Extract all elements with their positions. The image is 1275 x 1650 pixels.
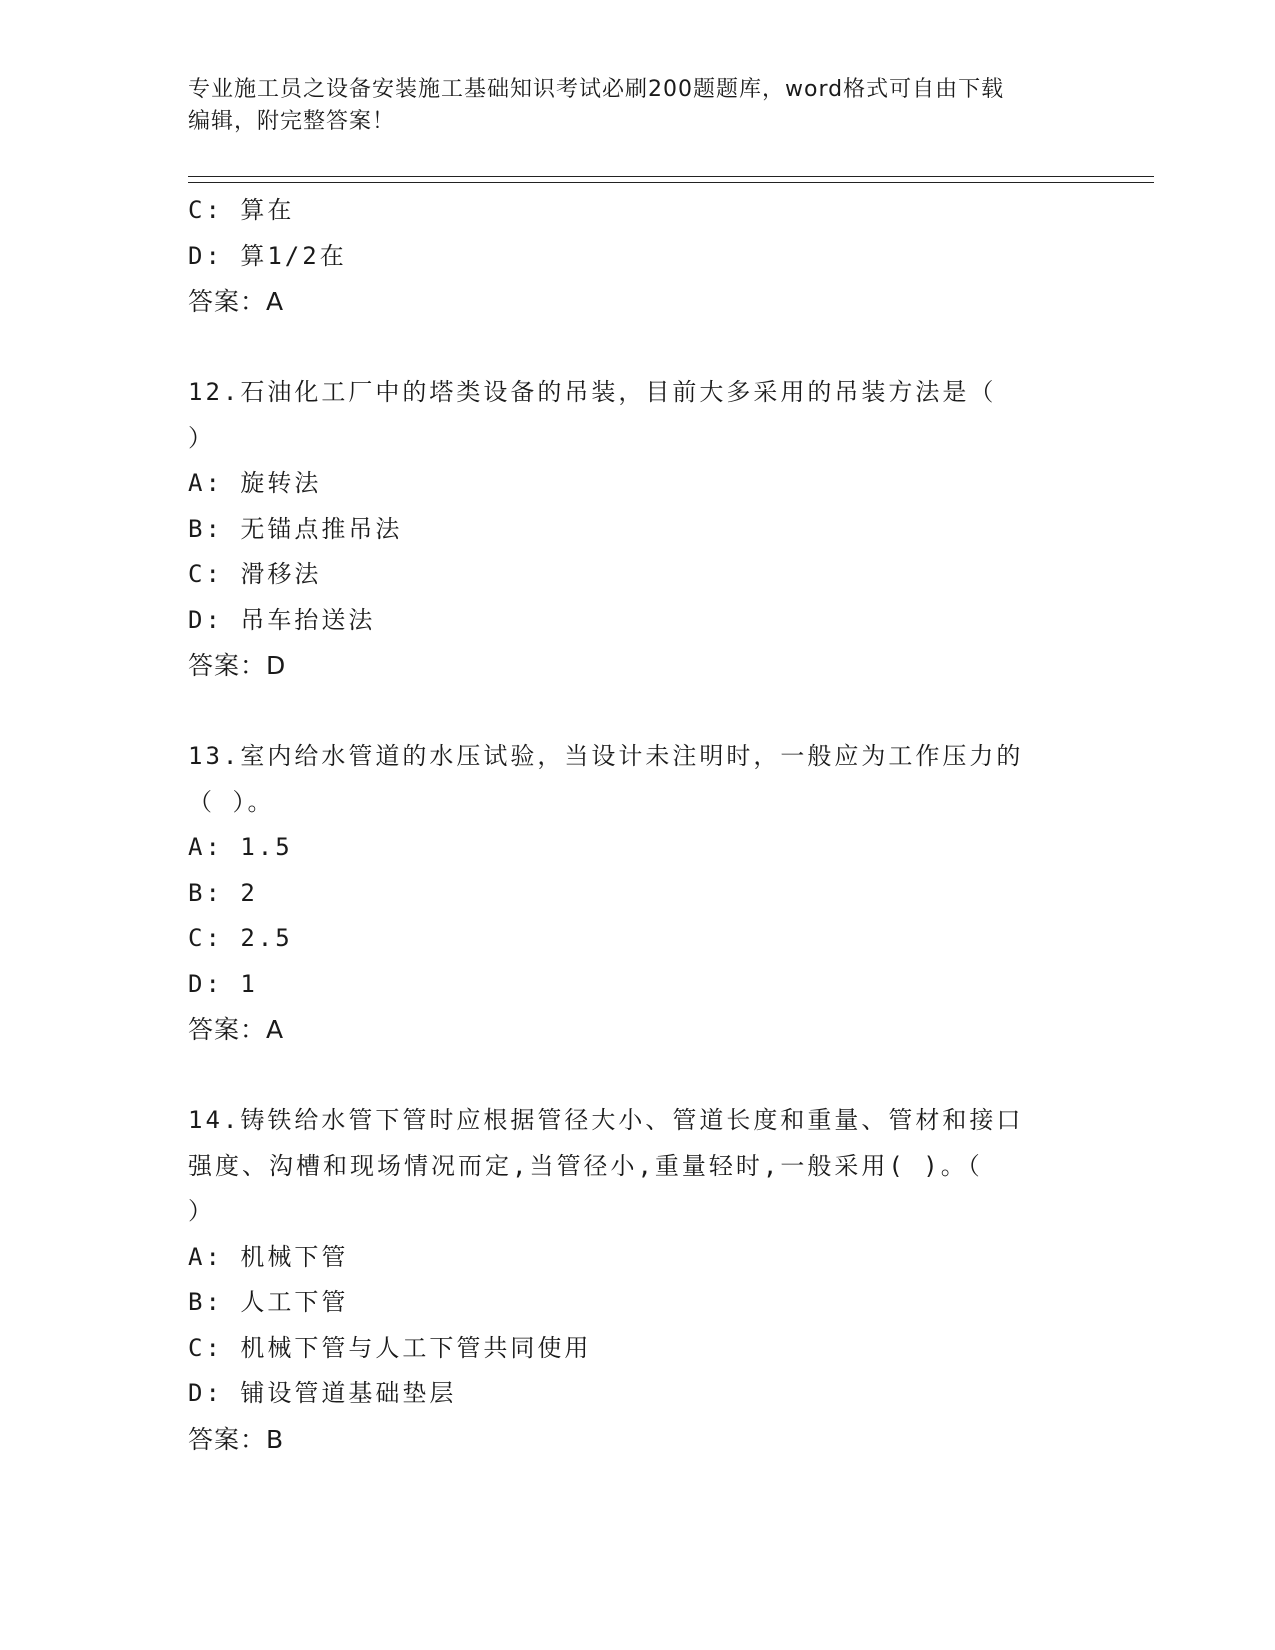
question-text-cont-2: ） (188, 1197, 215, 1225)
question-list (188, 188, 1088, 1462)
option-b: B: 人工下管 (188, 1288, 349, 1316)
option-d: D: 吊车抬送法 (188, 605, 376, 634)
question-text-cont: ） (188, 423, 215, 452)
option-d: D: 1 (188, 969, 258, 998)
question-text: 14.铸铁给水管下管时应根据管径大小、管道长度和重量、管材和接口 (188, 1106, 1024, 1134)
answer-line: 答案：A (188, 1015, 285, 1044)
option-c: C: 机械下管与人工下管共同使用 (188, 1333, 592, 1362)
option-b: B: 2 (188, 878, 258, 907)
spacer (188, 325, 1088, 371)
document-header (188, 74, 1068, 138)
header-title-line-2: 编辑，附完整答案！ (188, 109, 396, 134)
option-c: C: 滑移法 (188, 560, 322, 588)
option-c: C: 算在 (188, 196, 295, 224)
option-a: A: 机械下管 (188, 1242, 349, 1271)
header-divider-bottom (188, 182, 1154, 183)
answer-line: 答案：D (188, 651, 287, 680)
question-text-cont: 强度、沟槽和现场情况而定,当管径小,重量轻时,一般采用( )。（ (188, 1151, 983, 1180)
question-block-prev (188, 188, 1088, 325)
spacer (188, 689, 1088, 735)
question-text: 13.室内给水管道的水压试验，当设计未注明时，一般应为工作压力的 (188, 742, 1024, 770)
question-block-12 (188, 370, 1088, 689)
option-d: D: 算1/2在 (188, 241, 347, 270)
question-text: 12.石油化工厂中的塔类设备的吊装，目前大多采用的吊装方法是（ (188, 378, 997, 406)
option-b: B: 无锚点推吊法 (188, 514, 403, 543)
spacer (188, 1053, 1088, 1099)
answer-line: 答案：B (188, 1424, 285, 1454)
option-d: D: 铺设管道基础垫层 (188, 1379, 457, 1407)
answer-line: 答案：A (188, 287, 285, 316)
option-a: A: 1.5 (188, 833, 293, 861)
header-divider-top (188, 176, 1154, 177)
option-a: A: 旋转法 (188, 469, 322, 497)
option-c: C: 2.5 (188, 924, 293, 952)
question-block-13 (188, 734, 1088, 1053)
header-title-line-1: 专业施工员之设备安装施工基础知识考试必刷200题题库，word格式可自由下载 (188, 77, 1005, 102)
question-block-14 (188, 1098, 1088, 1462)
question-text-cont: （ ）。 (188, 787, 275, 816)
